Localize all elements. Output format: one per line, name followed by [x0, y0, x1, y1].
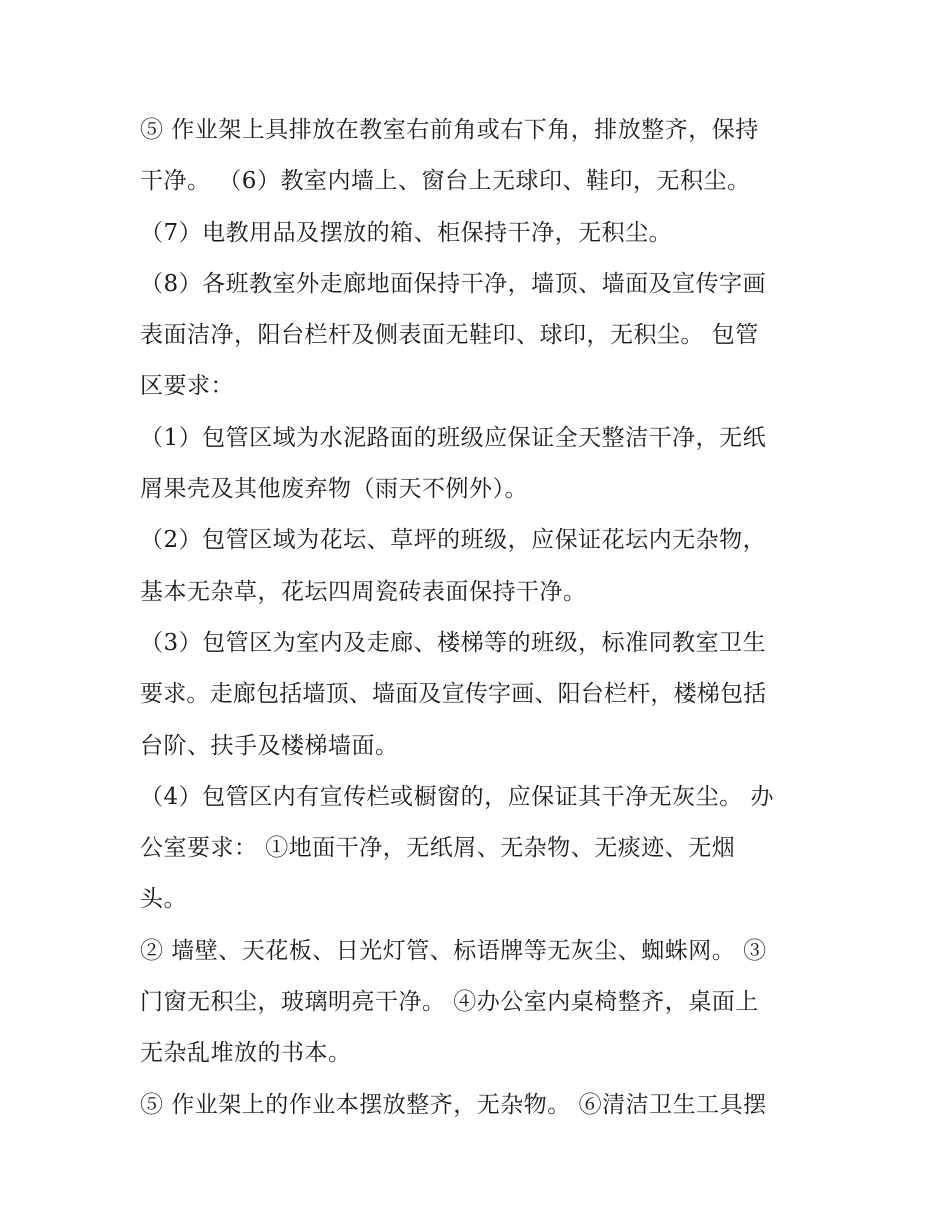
- text-line: ⑤ 作业架上的作业本摆放整齐，无杂物。 ⑥清洁卫生工具摆: [140, 1091, 767, 1118]
- text-line: ② 墙壁、天花板、日光灯管、标语牌等无灰尘、蜘蛛网。 ③: [140, 937, 767, 964]
- text-line: （4）包管区内有宣传栏或橱窗的，应保证其干净无灰尘。 办: [140, 783, 774, 810]
- text-line: 无杂乱堆放的书本。: [140, 1040, 352, 1067]
- text-line: 干净。 （6）教室内墙上、窗台上无球印、鞋印，无积尘。: [140, 168, 751, 195]
- text-line: （7）电教用品及摆放的箱、柜保持干净，无积尘。: [140, 219, 673, 246]
- text-line: 区要求：: [140, 373, 234, 400]
- text-line: ⑤ 作业架上具排放在教室右前角或右下角，排放整齐，保持: [140, 117, 759, 143]
- text-line: （2）包管区域为花坛、草坪的班级，应保证花坛内无杂物，: [140, 527, 767, 554]
- text-line: 公室要求： ①地面干净，无纸屑、无杂物、无痰迹、无烟: [140, 835, 736, 862]
- text-line: 头。: [140, 886, 187, 913]
- text-line: 表面洁净，阳台栏杆及侧表面无鞋印、球印，无积尘。 包管: [140, 322, 759, 349]
- text-line: （3）包管区为室内及走廊、楼梯等的班级，标准同教室卫生: [140, 629, 767, 656]
- document-body: [140, 108, 820, 1134]
- text-line: 屑果壳及其他废弃物（雨天不例外）。: [140, 476, 528, 503]
- text-line: 门窗无积尘，玻璃明亮干净。 ④办公室内桌椅整齐，桌面上: [140, 989, 759, 1016]
- text-line: 要求。走廊包括墙顶、墙面及宣传字画、阳台栏杆，楼梯包括: [140, 681, 767, 708]
- text-line: 台阶、扶手及楼梯墙面。: [140, 732, 399, 759]
- text-line: （8）各班教室外走廊地面保持干净，墙顶、墙面及宣传字画: [140, 270, 767, 297]
- text-line: （1）包管区域为水泥路面的班级应保证全天整洁干净，无纸: [140, 424, 767, 451]
- text-line: 基本无杂草，花坛四周瓷砖表面保持干净。: [140, 578, 587, 605]
